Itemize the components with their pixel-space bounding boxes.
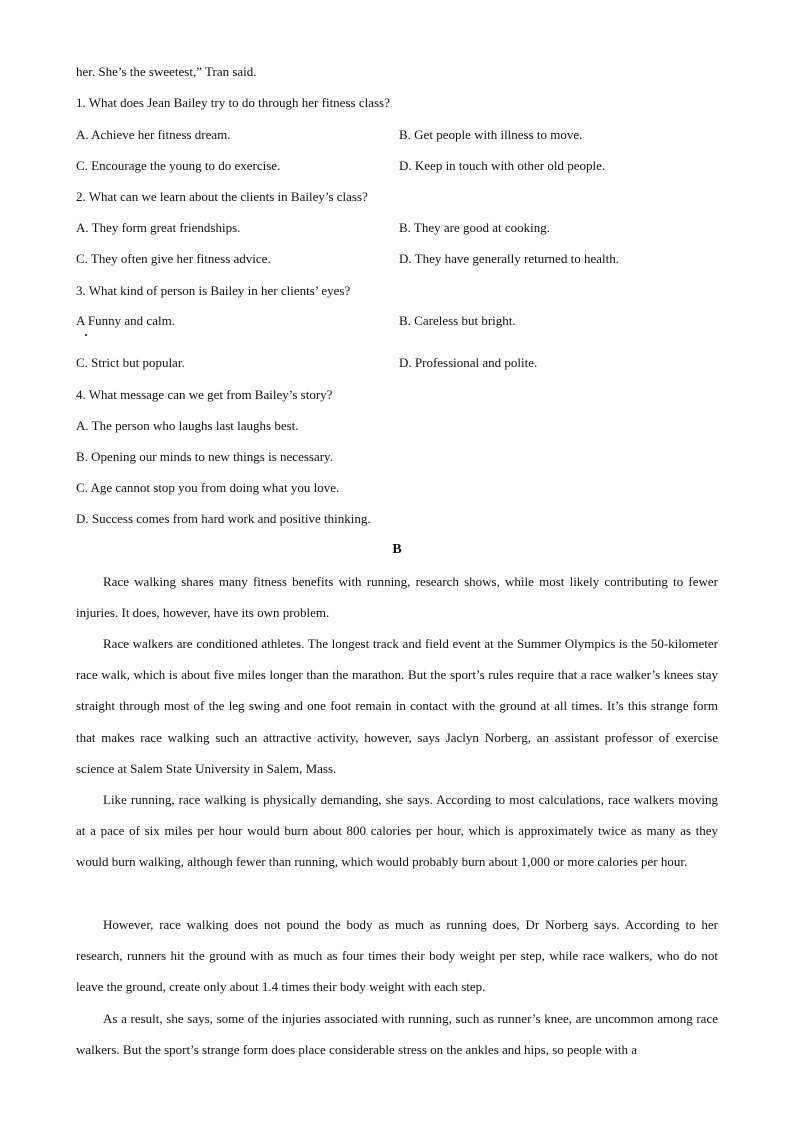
question-4-option-a: A. The person who laughs last laughs best. [76, 418, 299, 433]
section-b-paragraph-5: As a result, she says, some of the injuries associated with running, such as runner’s knee, are uncommon among race walkers. But the sport’s strange form does place considerable stress on the ankles and hips, so people with a [76, 1011, 718, 1058]
section-b-paragraph-3: Like running, race walking is physically demanding, she says. According to most calculations, race walkers moving at a pace of six miles per hour would burn about 800 calories per hour, which is approximately twice as many as they would burn walking, although fewer than running, which would probably burn about 1,000 or more calories per hour. [76, 792, 718, 870]
question-3-option-d: D. Professional and polite. [399, 355, 538, 370]
intro-tail-text: her. She’s the sweetest,” Tran said. [76, 64, 257, 79]
question-2-option-b: B. They are good at cooking. [399, 220, 551, 235]
question-1-option-d: D. Keep in touch with other old people. [399, 158, 606, 173]
question-4-stem: 4. What message can we get from Bailey’s story? [76, 387, 333, 402]
question-2-option-a: A. They form great friendships. [76, 220, 241, 235]
question-2-option-c: C. They often give her fitness advice. [76, 251, 271, 266]
question-3-stem: 3. What kind of person is Bailey in her clients’ eyes? [76, 283, 351, 298]
question-4-option-d: D. Success comes from hard work and positive thinking. [76, 511, 371, 526]
question-4-option-b: B. Opening our minds to new things is necessary. [76, 449, 333, 464]
question-4-option-c: C. Age cannot stop you from doing what you love. [76, 480, 340, 495]
section-b-heading: B [392, 542, 402, 557]
question-1-stem: 1. What does Jean Bailey try to do through her fitness class? [76, 95, 390, 110]
question-1-option-a: A. Achieve her fitness dream. [76, 127, 231, 142]
question-1-option-b: B. Get people with illness to move. [399, 127, 583, 142]
section-b-paragraph-2: Race walkers are conditioned athletes. The longest track and field event at the Summer Olympics is the 50-kilometer race walk, which is about five miles longer than the marathon. But the sport’s rules require that a race walker’s knees stay straight through most of the leg swing and one foot remain in contact with the ground at all times. It’s this strange form that makes race walking such an attractive activity, however, says Jaclyn Norberg, an assistant professor of exercise science at Salem State University in Salem, Mass. [76, 636, 718, 776]
question-2-stem: 2. What can we learn about the clients in Bailey’s class? [76, 189, 368, 204]
question-3-option-a: A Funny and calm. [76, 313, 175, 328]
section-b-paragraph-4: However, race walking does not pound the body as much as running does, Dr Norberg says. According to her research, runners hit the ground with as much as four times their body weight per step, while race walkers, who do not leave the ground, create only about 1.4 times their body weight with each step. [76, 917, 718, 995]
question-3-option-c: C. Strict but popular. [76, 355, 185, 370]
question-2-option-d: D. They have generally returned to health. [399, 251, 619, 266]
question-1-option-c: C. Encourage the young to do exercise. [76, 158, 281, 173]
section-b-paragraph-1: Race walking shares many fitness benefits with running, research shows, while most likely contributing to fewer injuries. It does, however, have its own problem. [76, 574, 718, 621]
question-3-option-b: B. Careless but bright. [399, 313, 516, 328]
stray-dot-mark [85, 334, 87, 336]
